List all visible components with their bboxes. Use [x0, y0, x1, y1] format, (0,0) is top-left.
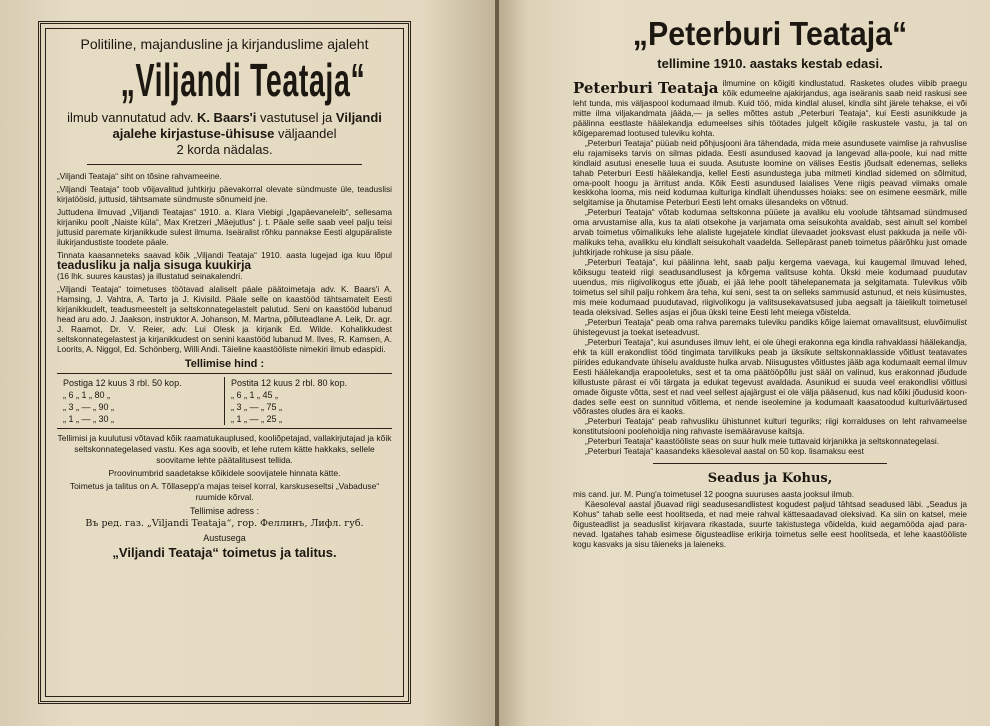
- signature: „Viljandi Teataja“ toimetus ja talitus.: [112, 545, 337, 560]
- lead-title: Peterburi Teataja: [573, 79, 719, 97]
- price-table: [57, 373, 392, 429]
- paragraph: ilmumine on kõigiti kindlustatud. Rasketes oludes viibib praegu kõik edumeelne ajakirjandus, aga iseäranis saab neid raskusi see leht tunda, mis väljaspool kodumaad ilmub. Kuid töö, mida kindlal alusel, kindla siht järele tehakse, ei või mitte ilma viljakandmata jääda,— ja selles mõttes astub „Peterburi Teataja“, kui Eesti asunikkude ja päälinna eestlaste häälekandja edumeelses sihis töötades julgelt kõigile raskustele vastu, ja tal on kõigeparemad lootused tuleviku kohta.: [573, 78, 967, 138]
- price-column-nonpostal: [225, 377, 392, 425]
- paragraph-2: „Viljandi Teataja“ toob võijavalitud juhtkirju päevakorral olevate sündmuste üle, teaduslisi kirjatöösid, juttusid, tähtsamate sündmuste sõnumeid jne.: [57, 184, 392, 204]
- address: Въ ред. газ. „Viljandi Teataja“, гор. Феллинъ, Лифл. губ.: [85, 518, 364, 529]
- paragraph: „Peterburi Teataja“ peab oma rahva paremaks tuleviku pandiks kõige laiemat omavalitsust, eluvõimulist ühistegevust ja toekat iseteadvust.: [573, 316, 967, 337]
- paragraph: „Peterburi Teataja“ kaastööliste seas on suur hulk meie tuttavaid kirjanikka ja seltskonnategelasi.: [585, 436, 940, 447]
- article-title: „Peterburi Teataja“: [632, 15, 908, 52]
- price-row: „ 6 „ 1 „ 80 „: [63, 390, 111, 400]
- paragraph: „Peterburi Teataja“ püüab neid põhjusjooni ära tähendada, mida meie asundusete vaimlise ja rahvuslise elu rajamiseks tarvis on silmas pidada. Eesti asundused kaovad ja langevad alla-poole, kui nad mitte kindlaid asutusi eneselle luua ei suuda. Asutuste loomine on välises Eestis jõudsalt edenemas, selleks tahab Peterburi Eesti häälekandja, kellel Eesti asundustega juba mitmeti kindlad sidemed on sõlmitud, oma-poolt hoogu ja ärritust anda. Kõik Eesti asundused laialises Vene riigis peavad viimaks omale keskkoha looma, mis neid kodumaa kulturiga kindlalt ühendusses hoiaks: see on esimene eesmärk, mille selgitamise ja õhutamise Peterburi Eesti leht omaks ülesandeks on võtnud.: [573, 137, 967, 208]
- tagline: Politiline, majandusline ja kirjanduslime ajaleht: [80, 36, 369, 52]
- paragraph: „Peterburi Teataja“, kui päälinna leht, saab palju kergema vaevaga, kui kaugemal ilmuvad lehed, kõiksugu teateid riigi seadusandlusest ja kõrgema valitsuse kohta. Ükski meie kodumaad puudutav uuendus, mis riigivolikogus ette jõuab, ei jää lehe poolt tähelepanemata ja selgitamata. Tulevikus võib toimetus sel sihil palju rohkem ära teha, kui seni, sest ta on selleks sammusid astunud, et neis küsimustes, mis meie kodumaad puudutavad, riigivolikogu ja valitsusekavatsused juba aegsalt ja täielikult toimetusel teada oleksivad. Selles asjas ei jõua ükski teine Eesti leht meiega võistelda.: [573, 257, 967, 317]
- price-row: Postita 12 kuus 2 rbl. 80 kop.: [231, 378, 348, 388]
- price-row: Postiga 12 kuus 3 rbl. 50 kop.: [63, 378, 182, 388]
- note-orders: Tellimisi ja kuulutusi võtavad kõik raamatukauplused, kooliõpetajad, vallakirjutajad ja kõik seltskonnategelased vastu. Kes aga soovib, et lehe rutem kätte hakkaks, sellele soovitame lehte päätalitusest tellida.: [57, 433, 392, 465]
- paragraph: „Peterburi Teataja“, kui asunduses ilmuv leht, ei ole ühegi erakonna ega kindla rahvaklassi häälekandja, ehk ta küll erakondlist tööd tingimata tarvilikuks peab ja üksikute seltskonnaklasside võitlust teatavates piirides edukandvate ühiselu avalduste hulka arvab. Niisugustes võitlustes jääb aga kodumaalt eemal ilmuv Eesti häälekandja erapooletuks, sest et ta oma päätööpõllu just sääl on valinud, kus erakonnad jõudude killustuste pärast ei või tärgata ja edukat tegevust avaldada. Asunikud ei suuda veel erakondlisi võitlusi omade õiguste võtta, sest et nad veel sellest ajajärgust ei ole välja pääsenud, kus nad kõiki jõudusid koondades selle eest on sunnitud võitlema, et nende iseolemine ja kodumaalt kaasatoodud kulturiväärtused võõrastes oludes ära ei kaoks.: [573, 336, 967, 417]
- paragraph: mis cand. jur. M. Pung'a toimetusel 12 poogna suuruses aasta jooksul ilmub.: [573, 489, 855, 500]
- right-page: [499, 0, 990, 726]
- paragraph-4: Tinnata kaasanneteks saavad kõik „Viljandi Teataja“ 1910. aasta lugejad iga kuu lõpul teadusliku ja nalja sisuga kuukirja (16 lhk. suures kaustas) ja illustatud seinakalendri.: [57, 250, 392, 281]
- paragraph: „Peterburi Teataja“ võtab kodumaa seltskonna püüete ja avaliku elu voolude tähtsamad sündmused oma arvustamise alla, kus ta alati otsekohe ja varjamata oma seisukohta avaldab, sest ainult sel kombel arvab toimetus võimalikuks lehe alaliste lugejatele kindlat ülevaadet jooksvast elust pakkuda ja neile võimalikuks teha, avalikku elu kindlalt seisukohalt vaadelda. Sellepärast paneb toimetus päärõhku just omade juhtkirjade rohkuse ja sisu päale.: [573, 207, 967, 258]
- paragraph: „Peterburi Teataja“ kaasandeks käesoleval aastal on 50 kop. lisamaksu eest: [585, 446, 864, 457]
- note-office: Toimetus ja talitus on A. Tõllasepp'a majas teisel korral, karskuseseltsi „Vabaduse“ ruumide kõrval.: [69, 481, 380, 502]
- price-row: „ 6 „ 1 „ 45 „: [231, 390, 279, 400]
- article-body: [573, 79, 967, 550]
- paragraph-5: „Viljandi Teataja“ toimetuses töötavad alaliselt päale päätoimetaja adv. K. Baars'i A. Hamsing, J. Vahtra, A. Tarto ja J. Kivisild. Päale selle on kaastööd tähtsamatelt Eesti kirjanikkudelt, teadusmeestelt ja seltskonnategelastelt palutud. Seni on kaastööd lubanud head aru ado. J. Jaakson, instruktor A. Johanson, M. Martna, põlluteadlane A. Leik, Dr. agr. J. Raamot, Dr. V. Reier, adv. Lui Olesk ja kirjanik Ed. Wilde. Kohalikkudest seltskonnategelastest ja kirjanikkudest on senini kaastööd lubanud M. Ilves, R. Kamsen, A. Loorits, A. Niggol, Ed. Schönberg, Willi Andi. Täieline kaastööliste nimekiri ilmub edaspidi.: [57, 284, 392, 354]
- price-title: Tellimise hind :: [184, 358, 265, 370]
- divider: [653, 463, 887, 464]
- paragraph: Käesoleval aastal jõuavad riigi seadusesandlistest kogudest paljud tähtsad seadused läbi. „Seadus ja Kohus“ tahab selle eest hoolitseda, et nad meie rahval kättesaadavad oleksivad. Ka siin on katsel, meie õigusteadlist ja seaduslist kirjavara rikastada, suurte takistustega võidelda, kuid aegamööda ajad paranevad. Igatahes tahab esimese õigusteadlise erikirja toimetus selle eest hoolitseda, et lehe kaastööliste kogu kasvaks ja sisu täieneks ja laieneks.: [573, 499, 967, 549]
- peterburi-teataja-article: [573, 14, 967, 550]
- note-samples: Proovinumbrid saadetakse kõikidele soovijatele hinnata kätte.: [108, 468, 341, 478]
- price-row: „ 3 „ — „ 75 „: [231, 402, 283, 412]
- supplement-title: Seadus ja Kohus,: [707, 471, 833, 487]
- paragraph-1: „Viljandi Teataja“ siht on tõsine rahvameeine.: [57, 171, 222, 181]
- divider: [87, 164, 362, 165]
- price-column-postal: [57, 377, 225, 425]
- masthead-title: „Viljandi Teataja“: [120, 54, 366, 106]
- article-subtitle: tellimine 1910. aastaks kestab edasi.: [657, 56, 883, 71]
- viljandi-teataja-advertisement: [38, 21, 411, 704]
- address-label: Tellimise adress :: [189, 506, 260, 516]
- signature-greeting: Austusega: [203, 533, 246, 543]
- price-row: „ 1 „ — „ 25 „: [231, 414, 283, 424]
- intro-text: ilmub vannutatud adv. K. Baars'i vastutusel ja Viljandi ajalehe kirjastuse-ühisuse väljaandel 2 korda nädalas.: [67, 110, 382, 157]
- paragraph: „Peterburi Teataja“ peab rahvusliku ühistunnet kulturi teguriks; riigi korralduses on leht rahvameelse konstitutsiooni poolehoidja ning rahvaste isemääravuse kaitsja.: [573, 416, 967, 437]
- price-row: „ 1 „ — „ 30 „: [63, 414, 115, 424]
- price-row: „ 3 „ — „ 90 „: [63, 402, 115, 412]
- paragraph-3: Juttudena ilmuvad „Viljandi Teatajas“ 1910. a. Klara Viebigi „Igapäevaneleib“, sellesama kirjaniku poolt „Naiste küla“, Max Kretzeri „Mäejutlus“ j. t. Päale selle saab veel palju teisi juttusid paremate kirjanikkude sulest ilmuma. Iseäralist rõhku pannakse Eesti algupäraliste ilukirjandustiste toodete päale.: [57, 207, 392, 247]
